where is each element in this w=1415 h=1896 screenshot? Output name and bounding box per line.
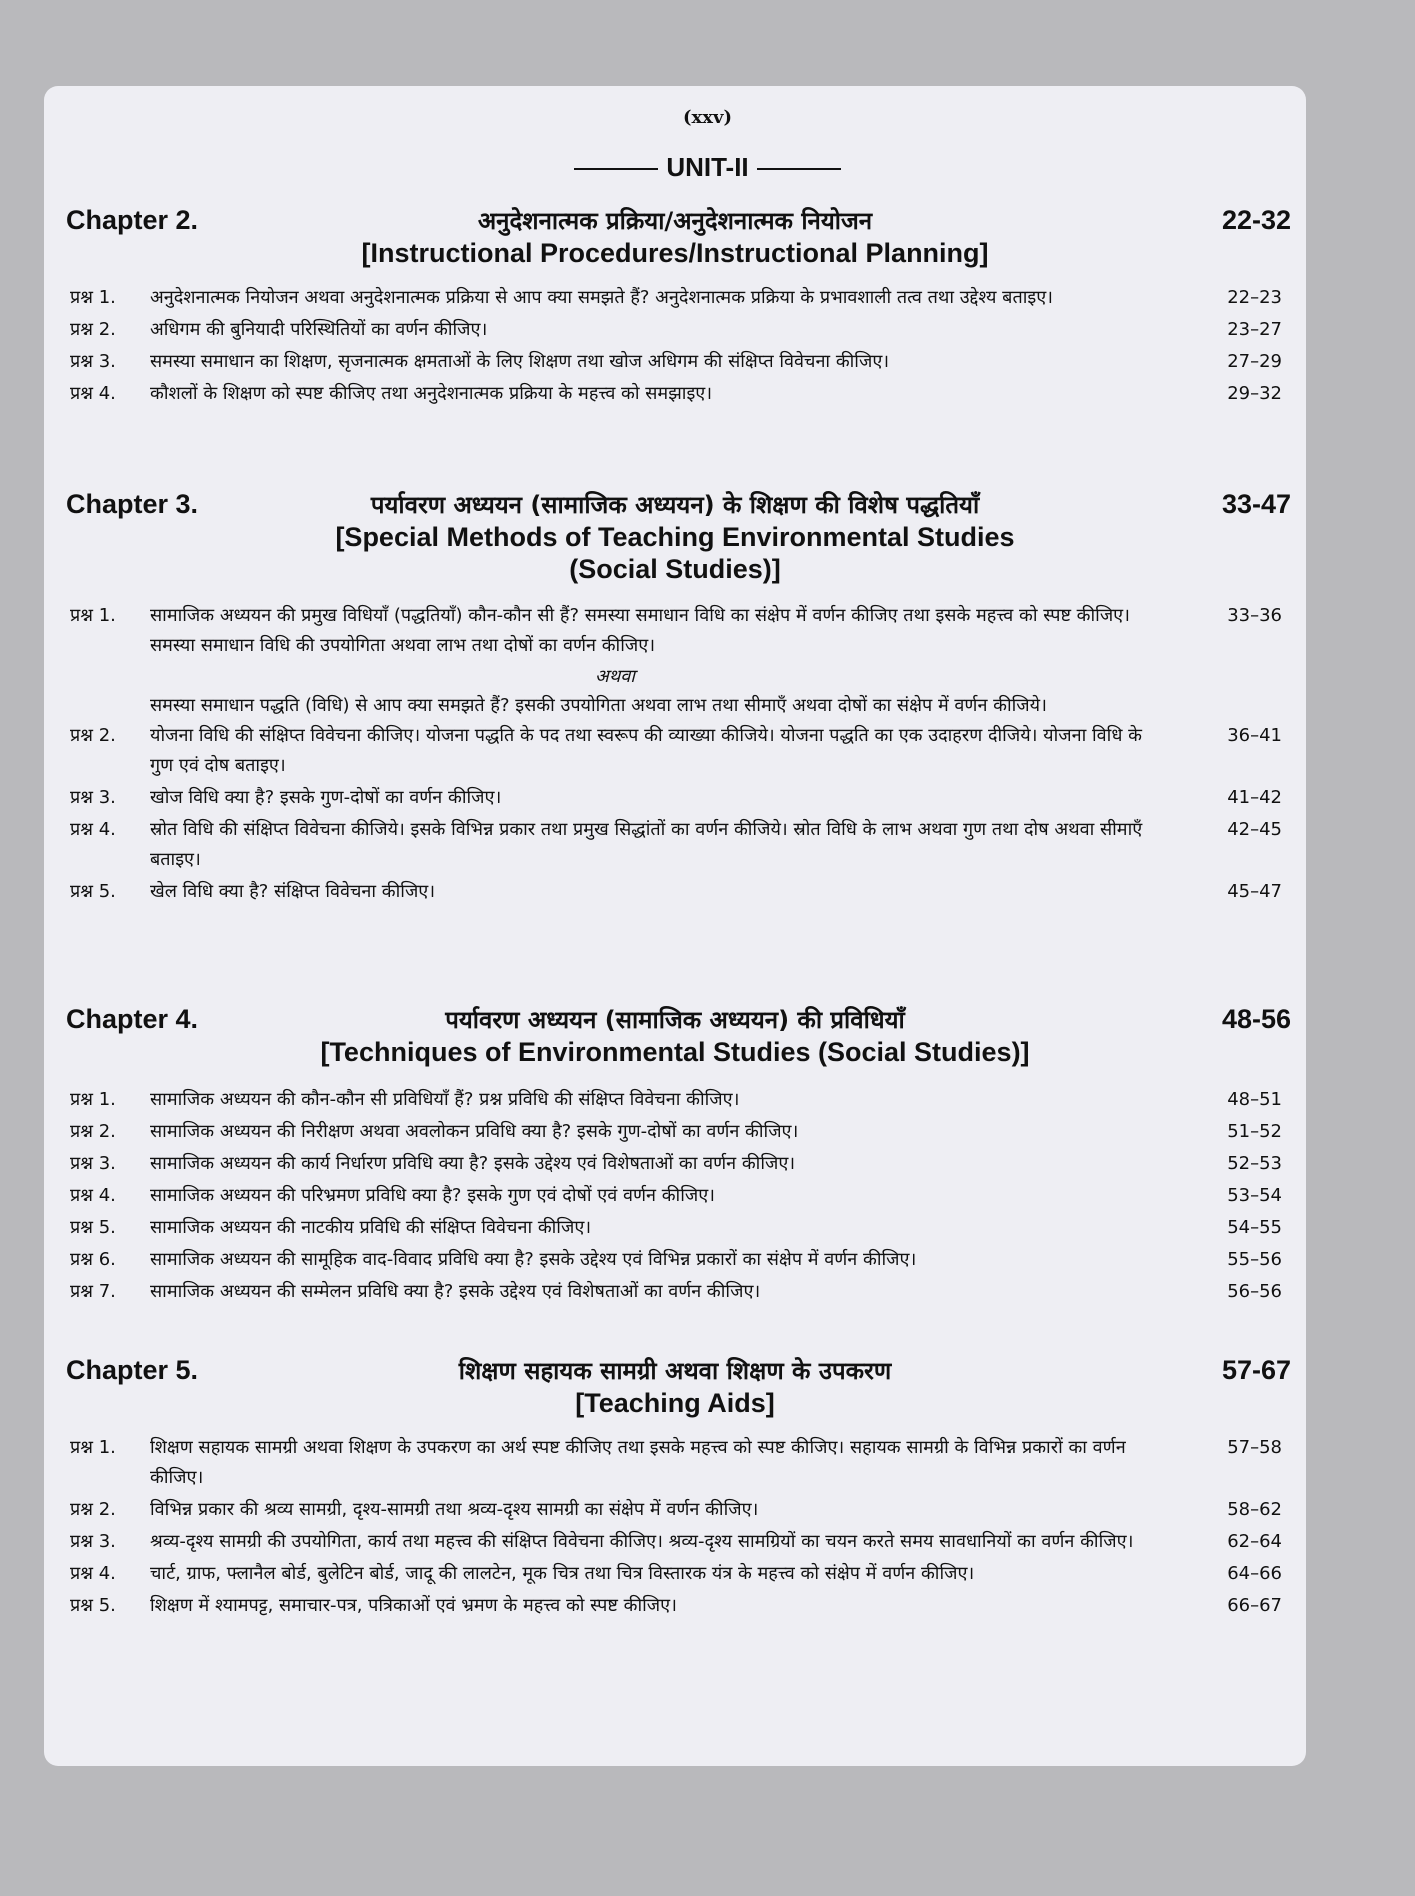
list-item	[70, 283, 1290, 313]
question-text: अधिगम की बुनियादी परिस्थितियों का वर्णन कीजिए।	[150, 319, 488, 340]
chapter-label: Chapter 5.	[66, 1355, 199, 1385]
chapter-title-hindi: पर्यावरण अध्ययन (सामाजिक अध्ययन) के शिक्षण की विशेष पद्धतियाँ	[370, 491, 980, 519]
question-text: कौशलों के शिक्षण को स्पष्ट कीजिए तथा अनुदेशनात्मक प्रक्रिया के महत्त्व को समझाइए।	[150, 383, 713, 404]
list-item	[70, 1277, 1290, 1307]
question-list-ch5	[70, 1433, 1290, 1623]
question-number: प्रश्न 2.	[70, 1499, 116, 1520]
list-item	[70, 1213, 1290, 1243]
question-pages: 33–36	[1227, 605, 1282, 626]
question-pages: 62–64	[1227, 1531, 1282, 1552]
question-text: सामाजिक अध्ययन की नाटकीय प्रविधि की संक्षिप्त विवेचना कीजिए।	[150, 1217, 592, 1238]
list-item	[70, 877, 1290, 907]
list-item	[70, 815, 1290, 875]
question-pages: 56–56	[1227, 1281, 1282, 1302]
list-item	[70, 1245, 1290, 1275]
chapter-title-english: [Instructional Procedures/Instructional Planning]	[361, 238, 989, 268]
question-number: प्रश्न 1.	[70, 287, 116, 308]
question-number: प्रश्न 4.	[70, 383, 116, 404]
question-text: सामाजिक अध्ययन की परिभ्रमण प्रविधि क्या है? इसके गुण एवं दोषों एवं वर्णन कीजिए।	[150, 1185, 716, 1206]
question-pages: 45–47	[1227, 881, 1282, 902]
question-text: सामाजिक अध्ययन की निरीक्षण अथवा अवलोकन प्रविधि क्या है? इसके गुण-दोषों का वर्णन कीजिए।	[150, 1121, 799, 1142]
question-number: प्रश्न 4.	[70, 1563, 116, 1584]
question-pages: 29–32	[1227, 383, 1282, 404]
question-number: प्रश्न 1.	[70, 1437, 116, 1458]
chapter-title-english: [Teaching Aids]	[575, 1388, 775, 1418]
question-pages: 52–53	[1227, 1153, 1282, 1174]
question-text: सामाजिक अध्ययन की कौन-कौन सी प्रविधियाँ हैं? प्रश्न प्रविधि की संक्षिप्त विवेचना कीजिए।	[150, 1089, 740, 1110]
question-pages: 48–51	[1227, 1089, 1282, 1110]
question-pages: 58–62	[1227, 1499, 1282, 1520]
question-pages: 66–67	[1227, 1595, 1282, 1616]
question-pages: 53–54	[1227, 1185, 1282, 1206]
list-item	[70, 601, 1290, 661]
question-text: सामाजिक अध्ययन की सामूहिक वाद-विवाद प्रविधि क्या है? इसके उद्देश्य एवं विभिन्न प्रकारों का संक्षेप में वर्णन कीजिए।	[150, 1249, 917, 1270]
list-item	[70, 379, 1290, 409]
question-text: शिक्षण में श्यामपट्ट, समाचार-पत्र, पत्रिकाओं एवं भ्रमण के महत्त्व को स्पष्ट कीजिए।	[150, 1595, 677, 1616]
chapter-title-english: [Techniques of Environmental Studies (Social Studies)]	[320, 1037, 1030, 1067]
question-pages: 42–45	[1227, 819, 1282, 840]
question-pages: 36–41	[1227, 725, 1282, 746]
question-pages: 57–58	[1227, 1437, 1282, 1458]
list-item	[70, 1527, 1290, 1557]
question-number: प्रश्न 3.	[70, 351, 116, 372]
question-number: प्रश्न 4.	[70, 1185, 116, 1206]
chapter-page-range: 33-47	[1221, 489, 1291, 519]
question-text: विभिन्न प्रकार की श्रव्य सामग्री, दृश्य-सामग्री तथा श्रव्य-दृश्य सामग्री का संक्षेप में वर्णन कीजिए।	[150, 1499, 759, 1520]
question-pages: 41–42	[1227, 787, 1282, 808]
list-item	[70, 1117, 1290, 1147]
list-item	[70, 1495, 1290, 1525]
question-text: चार्ट, ग्राफ, फ्लानैल बोर्ड, बुलेटिन बोर्ड, जादू की लालटेन, मूक चित्र तथा चित्र विस्तारक यंत्र के महत्त्व को संक्षेप में वर्णन कीजिए।	[150, 1563, 975, 1584]
question-number: प्रश्न 1.	[70, 605, 116, 626]
question-pages: 55–56	[1227, 1249, 1282, 1270]
question-text: श्रव्य-दृश्य सामग्री की उपयोगिता, कार्य तथा महत्त्व की संक्षिप्त विवेचना कीजिए। श्रव्य-दृश्य सामग्रियों का चयन करते समय सावधानियों का वर्णन कीजिए।	[150, 1531, 1134, 1552]
question-text: योजना विधि की संक्षिप्त विवेचना कीजिए। योजना पद्धति के पद तथा स्वरूप की व्याख्या कीजिये। योजना पद्धति का एक उदाहरण दीजिये। योजना विधि के गुण एवं दोष बताइए।	[150, 725, 1142, 776]
question-text: सामाजिक अध्ययन की प्रमुख विधियाँ (पद्धतियाँ) कौन-कौन सी हैं? समस्या समाधान विधि का संक्षेप में वर्णन कीजिए तथा इसके महत्त्व को स्पष्ट कीजिए। समस्या समाधान विधि की उपयोगिता अथवा लाभ तथा दोषों का वर्णन कीजिए।	[150, 605, 1130, 656]
list-item	[70, 1149, 1290, 1179]
question-number: प्रश्न 3.	[70, 1531, 116, 1552]
list-item	[70, 1559, 1290, 1589]
question-number: प्रश्न 5.	[70, 1217, 116, 1238]
question-text: समस्या समाधान पद्धति (विधि) से आप क्या समझते हैं? इसकी उपयोगिता अथवा लाभ तथा सीमाएँ अथवा दोषों का संक्षेप में वर्णन कीजिये।	[150, 695, 1047, 716]
question-number: प्रश्न 3.	[70, 1153, 116, 1174]
question-number: प्रश्न 2.	[70, 319, 116, 340]
question-pages: 54–55	[1227, 1217, 1282, 1238]
chapter-page-range: 48-56	[1221, 1004, 1291, 1034]
chapter-label: Chapter 4.	[66, 1004, 199, 1034]
page-number: (xxv)	[683, 107, 732, 128]
question-pages: 64–66	[1227, 1563, 1282, 1584]
question-pages: 51–52	[1227, 1121, 1282, 1142]
question-number-blank	[70, 691, 150, 721]
question-text: खोज विधि क्या है? इसके गुण-दोषों का वर्णन कीजिए।	[150, 787, 502, 808]
question-number: प्रश्न 5.	[70, 881, 116, 902]
question-text: शिक्षण सहायक सामग्री अथवा शिक्षण के उपकरण का अर्थ स्पष्ट कीजिए तथा इसके महत्त्व को स्पष्ट कीजिए। सहायक सामग्री के विभिन्न प्रकारों का वर्णन कीजिए।	[150, 1437, 1126, 1488]
unit-heading	[0, 152, 1415, 183]
list-item	[70, 347, 1290, 377]
question-text: समस्या समाधान का शिक्षण, सृजनात्मक क्षमताओं के लिए शिक्षण तथा खोज अधिगम की संक्षिप्त विवेचना कीजिए।	[150, 351, 890, 372]
chapter-title-hindi: शिक्षण सहायक सामग्री अथवा शिक्षण के उपकरण	[458, 1357, 892, 1385]
chapter-titles	[240, 1355, 1110, 1419]
chapter-titles	[240, 489, 1110, 585]
chapter-titles	[240, 1004, 1110, 1068]
question-number: प्रश्न 4.	[70, 819, 116, 840]
chapter-title-english: [Special Methods of Teaching Environmental Studies	[335, 522, 1015, 552]
question-text: स्रोत विधि की संक्षिप्त विवेचना कीजिये। इसके विभिन्न प्रकार तथा प्रमुख सिद्धांतों का वर्णन कीजिये। स्रोत विधि के लाभ अथवा गुण तथा दोष अथवा सीमाएँ बताइए।	[150, 819, 1143, 870]
chapter-title-hindi: अनुदेशनात्मक प्रक्रिया/अनुदेशनात्मक नियोजन	[477, 207, 873, 235]
chapter-page-range: 22-32	[1221, 205, 1291, 235]
list-item	[70, 1181, 1290, 1211]
list-item	[70, 1085, 1290, 1115]
question-text: सामाजिक अध्ययन की सम्मेलन प्रविधि क्या है? इसके उद्देश्य एवं विशेषताओं का वर्णन कीजिए।	[150, 1281, 761, 1302]
question-list-ch2	[70, 283, 1290, 411]
list-item	[70, 1433, 1290, 1493]
question-pages: 22–23	[1227, 287, 1282, 308]
chapter-titles	[240, 205, 1110, 269]
chapter-title-hindi: पर्यावरण अध्ययन (सामाजिक अध्ययन) की प्रविधियाँ	[445, 1006, 905, 1034]
question-list-ch3	[70, 601, 1290, 909]
question-number: प्रश्न 6.	[70, 1249, 116, 1270]
list-item	[70, 721, 1290, 781]
unit-rule-left	[574, 168, 658, 170]
chapter-title-english-line2: (Social Studies)]	[569, 554, 781, 584]
chapter-label: Chapter 3.	[66, 489, 199, 519]
question-number: प्रश्न 7.	[70, 1281, 116, 1302]
chapter-page-range: 57-67	[1221, 1355, 1291, 1385]
question-text: सामाजिक अध्ययन की कार्य निर्धारण प्रविधि क्या है? इसके उद्देश्य एवं विशेषताओं का वर्णन कीजिए।	[150, 1153, 796, 1174]
question-pages: 23–27	[1227, 319, 1282, 340]
question-list-ch4	[70, 1085, 1290, 1309]
list-item	[70, 1591, 1290, 1621]
question-number: प्रश्न 1.	[70, 1089, 116, 1110]
question-number: प्रश्न 3.	[70, 787, 116, 808]
question-number: प्रश्न 5.	[70, 1595, 116, 1616]
chapter-label: Chapter 2.	[66, 205, 199, 235]
question-number: प्रश्न 2.	[70, 725, 116, 746]
or-separator: अथवा	[595, 666, 635, 687]
unit-title: UNIT-II	[666, 152, 749, 182]
question-pages: 27–29	[1227, 351, 1282, 372]
question-text: अनुदेशनात्मक नियोजन अथवा अनुदेशनात्मक प्रक्रिया से आप क्या समझते हैं? अनुदेशनात्मक प्रक्रिया के प्रभावशाली तत्व तथा उद्देश्य बताइए।	[150, 287, 1053, 308]
question-number: प्रश्न 2.	[70, 1121, 116, 1142]
list-item	[70, 783, 1290, 813]
list-item	[70, 315, 1290, 345]
unit-rule-right	[757, 168, 841, 170]
question-text: खेल विधि क्या है? संक्षिप्त विवेचना कीजिए।	[150, 881, 436, 902]
list-item	[70, 691, 1290, 721]
